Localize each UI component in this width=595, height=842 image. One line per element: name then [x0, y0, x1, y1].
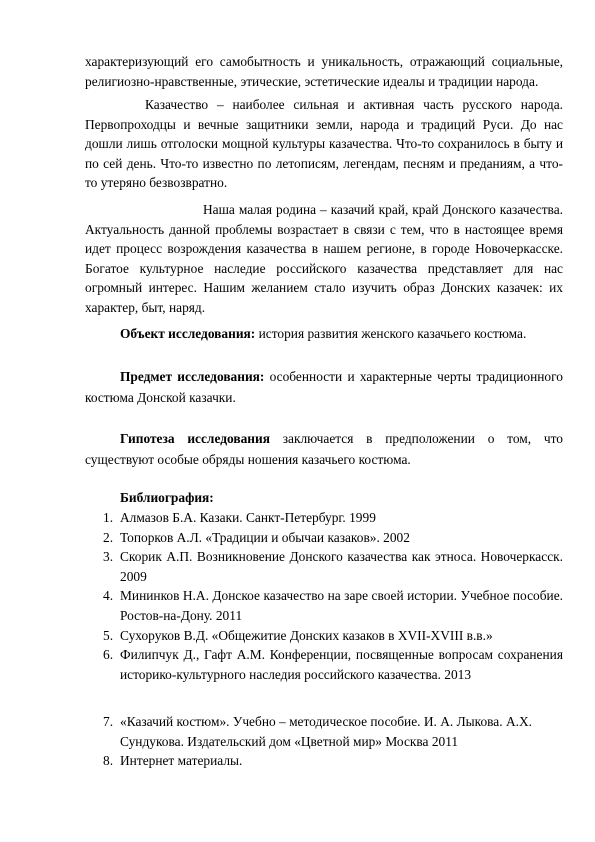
bibliography-title: Библиография: [120, 490, 214, 505]
paragraph-text: Наша малая родина – казачий край, край Донского казачества. Актуальность данной проблемы возрастает в связи с тем, что в настоящее время идет процесс возрождения казачества в нашем регионе, в городе Новочеркасске. Богатое культурное наследие российского казачества представляет для нас огромный интерес. Нашим желанием стало изучить образ Донских казачек: их характер, быт, наряд. [85, 202, 563, 315]
item-text: Сухоруков В.Д. «Общежитие Донских казаков в XVII-XVIII в.в.» [120, 627, 493, 643]
paragraph-text: Казачество – наиболее сильная и активная часть русского народа. Первопроходцы и вечные защитники земли, народа и традиций Руси. До нас дошли лишь отголоски мощной культуры казачества. Что-то сохранилось в быту и по сей день. Что-то известно по летописям, легендам, песням и преданиям, а что-то утеряно безвозвратно. [85, 97, 563, 191]
item-text: Интернет материалы. [120, 753, 243, 769]
item-text: Алмазов Б.А. Казаки. Санкт-Петербург. 1999 [120, 510, 376, 525]
research-hypothesis-label: Гипотеза исследования [120, 431, 270, 446]
item-text: Мининков Н.А. Донское казачество на заре своей истории. Учебное пособие. Ростов-на-Дону. 2011 [120, 588, 563, 623]
bibliography-list [85, 508, 563, 684]
item-text: «Казачий костюм». Учебно – методическое пособие. И. А. Лыкова. А.Х. Сундукова. Издательский дом «Цветной мир» Москва 2011 [120, 714, 532, 749]
item-number: 6. [103, 647, 114, 663]
item-number: 2. [103, 529, 114, 545]
research-hypothesis [85, 428, 563, 470]
bibliography-item [85, 528, 563, 548]
research-object-label: Объект исследования: [120, 326, 256, 341]
paragraph-homeland [85, 200, 563, 318]
item-number: 8. [103, 753, 114, 769]
paragraph-cossacks [85, 95, 563, 193]
research-hypothesis-text: заключается в предположении о том, что существуют особые обряды ношения казачьего костюма. [85, 431, 563, 467]
item-text: Топорков А.Л. «Традиции и обычаи казаков». 2002 [120, 529, 410, 545]
bibliography-item [85, 712, 563, 751]
bibliography-item [85, 645, 563, 684]
research-object [85, 324, 563, 344]
item-number: 5. [103, 627, 114, 643]
item-number: 4. [103, 588, 114, 604]
paragraph-intro-continuation [85, 52, 563, 91]
bibliography-item [85, 626, 563, 646]
item-number: 1. [103, 510, 114, 525]
bibliography-item [85, 508, 563, 528]
item-text: Филипчук Д., Гафт А.М. Конференции, посвященные вопросам сохранения историко-культурного наследия российского казачества. 2013 [120, 647, 563, 682]
item-text: Скорик А.П. Возникновение Донского казачества как этноса. Новочеркасск. 2009 [120, 549, 563, 584]
bibliography-item [85, 586, 563, 625]
research-subject-label: Предмет исследования: [120, 369, 265, 384]
research-subject [85, 366, 563, 408]
bibliography-item [85, 547, 563, 586]
research-subject-text: особенности и характерные черты традиционного костюма Донской казачки. [85, 369, 563, 405]
bibliography-list-continued [85, 712, 563, 771]
research-object-text: история развития женского казачьего костюма. [255, 326, 527, 341]
paragraph-text: характеризующий его самобытность и уникальность, отражающий социальные, религиозно-нравственные, этические, эстетические идеалы и традиции народа. [85, 54, 563, 89]
item-number: 7. [103, 714, 114, 729]
item-number: 3. [103, 549, 114, 565]
bibliography-item [85, 751, 563, 771]
